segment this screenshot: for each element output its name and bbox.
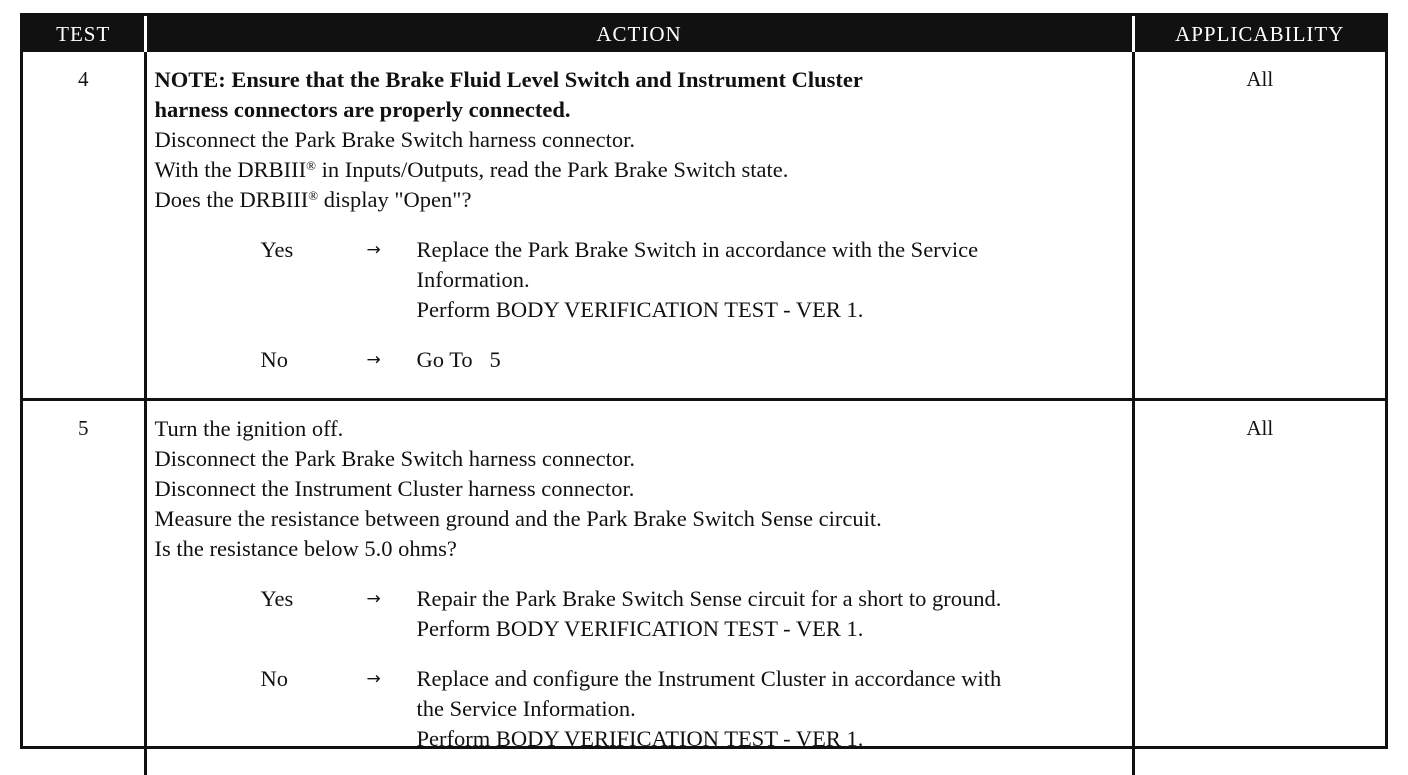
header-applicability: APPLICABILITY	[1133, 16, 1385, 52]
action-cell	[145, 52, 1133, 400]
applicability-value: All	[1133, 400, 1385, 775]
result-line: Go To 5	[417, 345, 1126, 375]
result-line: Information.	[417, 265, 1126, 295]
step-line: Is the resistance below 5.0 ohms?	[155, 534, 1126, 564]
registered-mark: ®	[306, 158, 316, 173]
table-header-row	[23, 16, 1385, 52]
yes-answer	[155, 584, 1126, 644]
result-line: the Service Information.	[417, 694, 1126, 724]
registered-mark: ®	[308, 188, 318, 203]
test-number: 5	[23, 400, 145, 775]
result-line: Perform BODY VERIFICATION TEST - VER 1.	[417, 724, 1126, 754]
table-row	[23, 400, 1385, 775]
result-line: Replace the Park Brake Switch in accordance with the Service	[417, 235, 1126, 265]
yes-label: Yes	[261, 235, 367, 325]
yes-answer	[155, 235, 1126, 325]
diagnostic-table-sheet	[20, 13, 1388, 749]
step-line: Disconnect the Park Brake Switch harness connector.	[155, 444, 1126, 474]
right-arrow-icon: →	[367, 235, 417, 325]
header-action: ACTION	[145, 16, 1133, 52]
applicability-value: All	[1133, 52, 1385, 400]
no-label: No	[261, 345, 367, 375]
right-arrow-icon: →	[367, 664, 417, 754]
step-line: Turn the ignition off.	[155, 414, 1126, 444]
step-line: Disconnect the Park Brake Switch harness connector.	[155, 125, 1126, 155]
note-line: harness connectors are properly connected.	[155, 95, 1126, 125]
no-answer	[155, 664, 1126, 754]
action-cell	[145, 400, 1133, 775]
result-line: Perform BODY VERIFICATION TEST - VER 1.	[417, 295, 1126, 325]
result-line: Repair the Park Brake Switch Sense circuit for a short to ground.	[417, 584, 1126, 614]
step-line: With the DRBIII® in Inputs/Outputs, read the Park Brake Switch state.	[155, 155, 1126, 185]
result-line: Perform BODY VERIFICATION TEST - VER 1.	[417, 614, 1126, 644]
header-test: TEST	[23, 16, 145, 52]
step-line: Measure the resistance between ground and the Park Brake Switch Sense circuit.	[155, 504, 1126, 534]
no-label: No	[261, 664, 367, 754]
no-answer	[155, 345, 1126, 375]
right-arrow-icon: →	[367, 345, 417, 375]
result-line: Replace and configure the Instrument Cluster in accordance with	[417, 664, 1126, 694]
step-line: Does the DRBIII® display "Open"?	[155, 185, 1126, 215]
table-row	[23, 52, 1385, 400]
yes-label: Yes	[261, 584, 367, 644]
diagnostic-table	[23, 16, 1385, 775]
step-line: Disconnect the Instrument Cluster harness connector.	[155, 474, 1126, 504]
note-line: NOTE: Ensure that the Brake Fluid Level Switch and Instrument Cluster	[155, 65, 1126, 95]
test-number: 4	[23, 52, 145, 400]
right-arrow-icon: →	[367, 584, 417, 644]
